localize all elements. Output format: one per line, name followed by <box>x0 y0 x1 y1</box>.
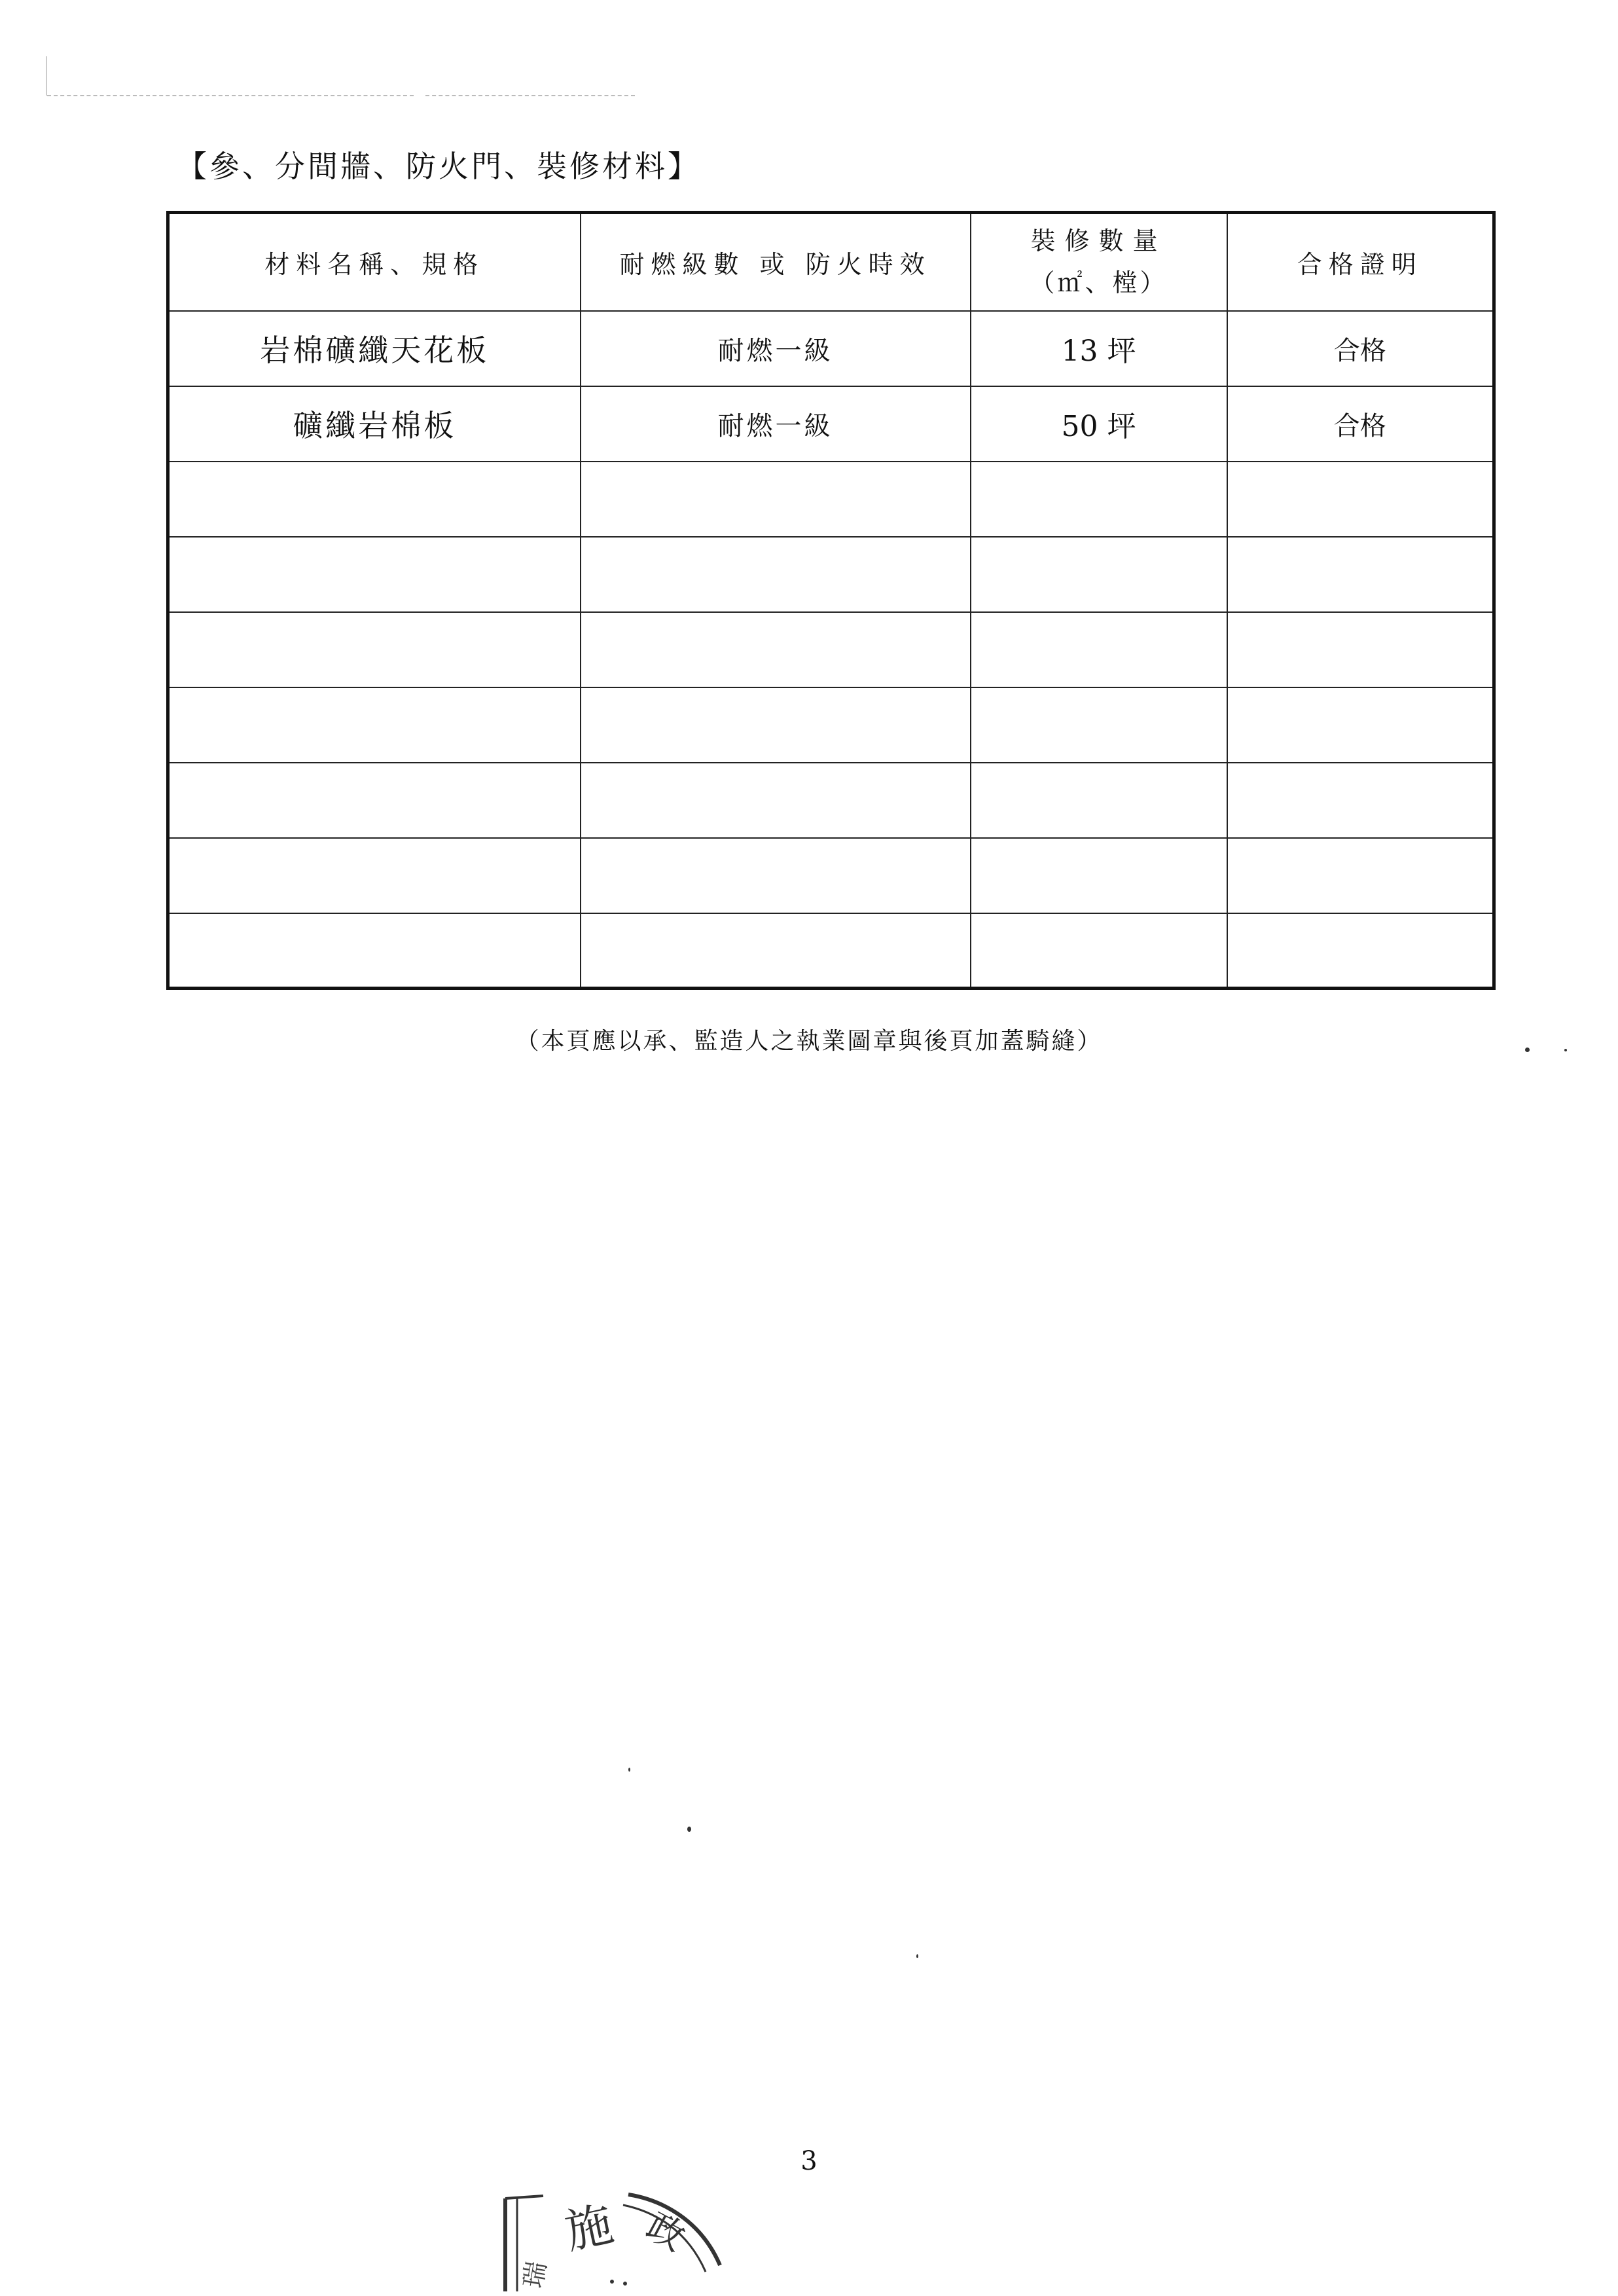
svg-text:施: 施 <box>560 2196 618 2260</box>
cell-certificate <box>1227 913 1494 989</box>
table-row <box>168 838 1494 913</box>
scan-speck <box>1564 1049 1567 1051</box>
header-quantity <box>971 213 1227 311</box>
cell-material-name <box>168 687 581 763</box>
cell-certificate <box>1227 687 1494 763</box>
table-row <box>168 913 1494 989</box>
cell-fire-rating <box>581 462 971 537</box>
materials-table <box>166 211 1496 990</box>
cell-quantity <box>971 462 1227 537</box>
header-fire-rating: 耐燃級數 或 防火時效 <box>581 213 971 311</box>
cell-material-name <box>168 462 581 537</box>
table-row <box>168 612 1494 687</box>
cell-fire-rating <box>581 763 971 838</box>
cell-quantity <box>971 838 1227 913</box>
cell-certificate <box>1227 838 1494 913</box>
cell-fire-rating: 耐燃一級 <box>581 311 971 386</box>
cell-material-name <box>168 763 581 838</box>
cell-material-name: 岩棉礦纖天花板 <box>168 311 581 386</box>
cell-quantity: 13 坪 <box>971 311 1227 386</box>
cell-certificate: 合格 <box>1227 386 1494 462</box>
cell-certificate <box>1227 537 1494 612</box>
cell-fire-rating <box>581 537 971 612</box>
cell-quantity <box>971 687 1227 763</box>
scan-edge-mark <box>425 95 635 96</box>
scan-speck <box>628 1768 630 1772</box>
seal-stamp-fragment <box>497 2187 733 2296</box>
cell-material-name <box>168 537 581 612</box>
cell-quantity <box>971 612 1227 687</box>
cell-fire-rating <box>581 687 971 763</box>
header-quantity-label: 裝修數量 <box>1030 227 1167 256</box>
scan-speck <box>1525 1048 1530 1052</box>
scan-speck <box>687 1827 691 1832</box>
header-material-name: 材料名稱、規格 <box>168 213 581 311</box>
table-row <box>168 386 1494 462</box>
cell-quantity <box>971 537 1227 612</box>
scan-edge-mark <box>46 56 47 96</box>
cell-certificate <box>1227 612 1494 687</box>
cell-material-name <box>168 612 581 687</box>
table-row <box>168 311 1494 386</box>
cell-fire-rating <box>581 913 971 989</box>
svg-text:政: 政 <box>639 2204 692 2260</box>
section-title: 【參、分間牆、防火門、裝修材料】 <box>177 149 700 184</box>
cell-certificate <box>1227 763 1494 838</box>
table-header-row <box>168 213 1494 311</box>
table-row <box>168 537 1494 612</box>
table-row <box>168 687 1494 763</box>
cell-quantity: 50 坪 <box>971 386 1227 462</box>
svg-text:瑞: 瑞 <box>518 2259 553 2291</box>
cell-quantity <box>971 763 1227 838</box>
page-number: 3 <box>800 2146 818 2176</box>
scan-speck <box>916 1954 918 1958</box>
scan-edge-mark <box>47 95 414 96</box>
table-row <box>168 763 1494 838</box>
cell-material-name <box>168 838 581 913</box>
table-row <box>168 462 1494 537</box>
cell-material-name <box>168 913 581 989</box>
header-certificate: 合格證明 <box>1227 213 1494 311</box>
cell-certificate <box>1227 462 1494 537</box>
cell-certificate: 合格 <box>1227 311 1494 386</box>
seal-instruction-note: （本頁應以承、監造人之執業圖章與後頁加蓋騎縫） <box>515 1028 1103 1055</box>
header-quantity-unit: （㎡、樘） <box>1030 268 1168 298</box>
cell-fire-rating <box>581 612 971 687</box>
cell-fire-rating: 耐燃一級 <box>581 386 971 462</box>
cell-material-name: 礦纖岩棉板 <box>168 386 581 462</box>
cell-quantity <box>971 913 1227 989</box>
cell-fire-rating <box>581 838 971 913</box>
